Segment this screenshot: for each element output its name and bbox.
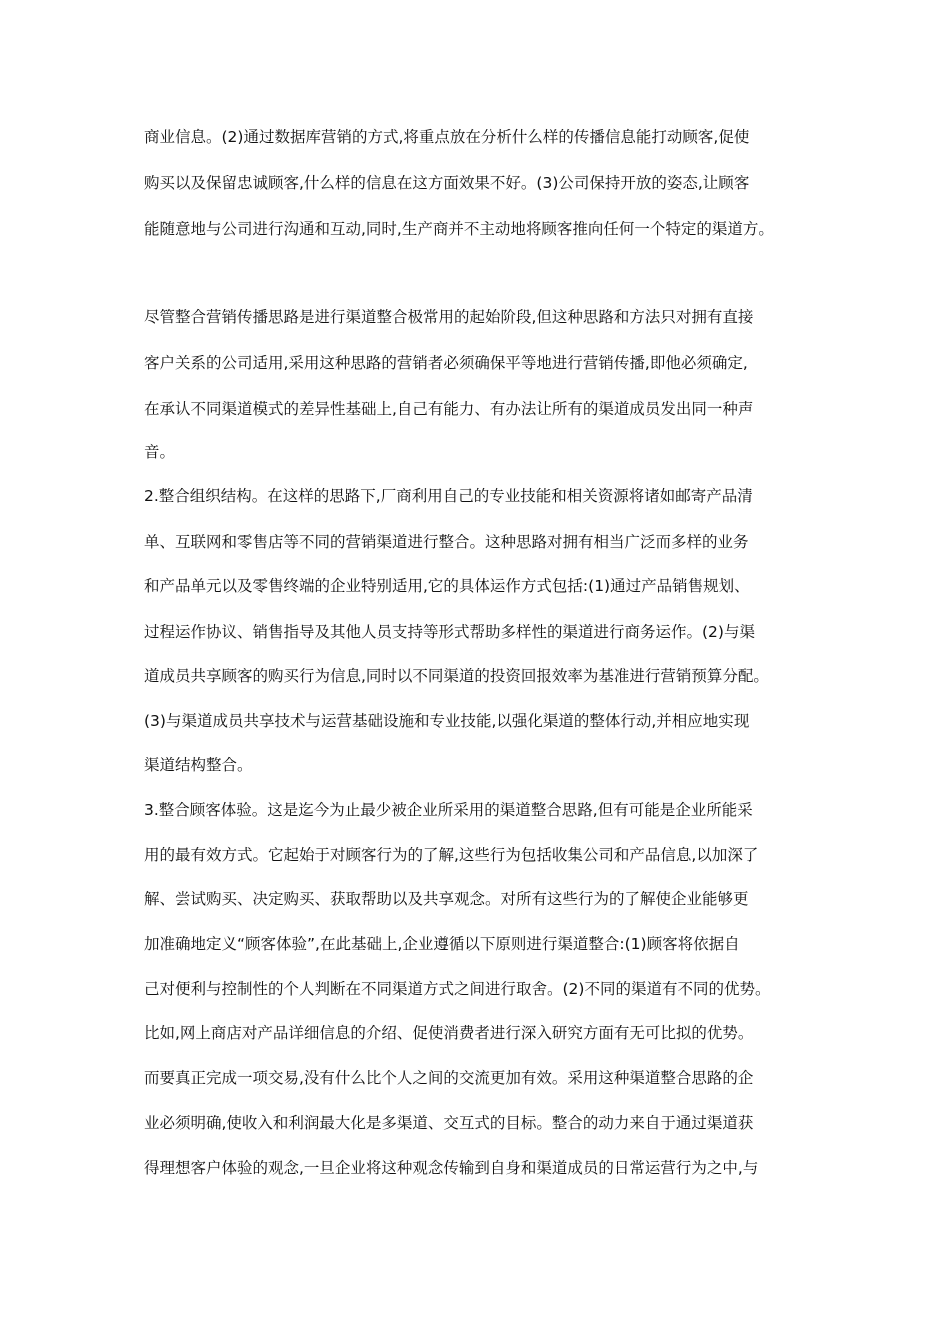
text-line-19: 己对便利与控制性的个人判断在不同渠道方式之间进行取舍。(2)不同的渠道有不同的优势。 [144, 980, 771, 998]
text-line-3: 能随意地与公司进行沟通和互动,同时,生产商并不主动地将顾客推向任何一个特定的渠道方。 [144, 220, 774, 238]
text-line-16: 用的最有效方式。它起始于对顾客行为的了解,这些行为包括收集公司和产品信息,以加深了 [144, 846, 759, 864]
text-line-5: 客户关系的公司适用,采用这种思路的营销者必须确保平等地进行营销传播,即他必须确定, [144, 354, 748, 372]
text-line-15: 3.整合顾客体验。这是迄今为止最少被企业所采用的渠道整合思路,但有可能是企业所能采 [144, 801, 753, 819]
text-line-20: 比如,网上商店对产品详细信息的介绍、促使消费者进行深入研究方面有无可比拟的优势。 [144, 1024, 754, 1042]
text-line-7: 音。 [144, 443, 176, 461]
text-line-22: 业必须明确,使收入和利润最大化是多渠道、交互式的目标。整合的动力来自于通过渠道获 [144, 1114, 754, 1132]
text-line-9: 单、互联网和零售店等不同的营销渠道进行整合。这种思路对拥有相当广泛而多样的业务 [144, 533, 749, 551]
text-line-6: 在承认不同渠道模式的差异性基础上,自己有能力、有办法让所有的渠道成员发出同一种声 [144, 400, 754, 418]
text-line-23: 得理想客户体验的观念,一旦企业将这种观念传输到自身和渠道成员的日常运营行为之中,与 [144, 1159, 759, 1177]
text-line-18: 加准确地定义“顾客体验”,在此基础上,企业遵循以下原则进行渠道整合:(1)顾客将依据自 [144, 935, 740, 953]
text-line-14: 渠道结构整合。 [144, 756, 253, 774]
text-line-13: (3)与渠道成员共享技术与运营基础设施和专业技能,以强化渠道的整体行动,并相应地实现 [144, 712, 750, 730]
text-line-4: 尽管整合营销传播思路是进行渠道整合极常用的起始阶段,但这种思路和方法只对拥有直接 [144, 308, 754, 326]
text-line-8: 2.整合组织结构。在这样的思路下,厂商利用自己的专业技能和相关资源将诸如邮寄产品清 [144, 487, 753, 505]
text-line-11: 过程运作协议、销售指导及其他人员支持等形式帮助多样性的渠道进行商务运作。(2)与渠 [144, 623, 755, 641]
text-line-10: 和产品单元以及零售终端的企业特别适用,它的具体运作方式包括:(1)通过产品销售规划、 [144, 577, 750, 595]
text-line-1: 商业信息。(2)通过数据库营销的方式,将重点放在分析什么样的传播信息能打动顾客,促使 [144, 128, 750, 146]
text-line-21: 而要真正完成一项交易,没有什么比个人之间的交流更加有效。采用这种渠道整合思路的企 [144, 1069, 754, 1087]
text-line-17: 解、尝试购买、决定购买、获取帮助以及共享观念。对所有这些行为的了解使企业能够更 [144, 890, 749, 908]
text-line-2: 购买以及保留忠诚顾客,什么样的信息在这方面效果不好。(3)公司保持开放的姿态,让顾客 [144, 174, 750, 192]
text-line-12: 道成员共享顾客的购买行为信息,同时以不同渠道的投资回报效率为基准进行营销预算分配。 [144, 667, 769, 685]
